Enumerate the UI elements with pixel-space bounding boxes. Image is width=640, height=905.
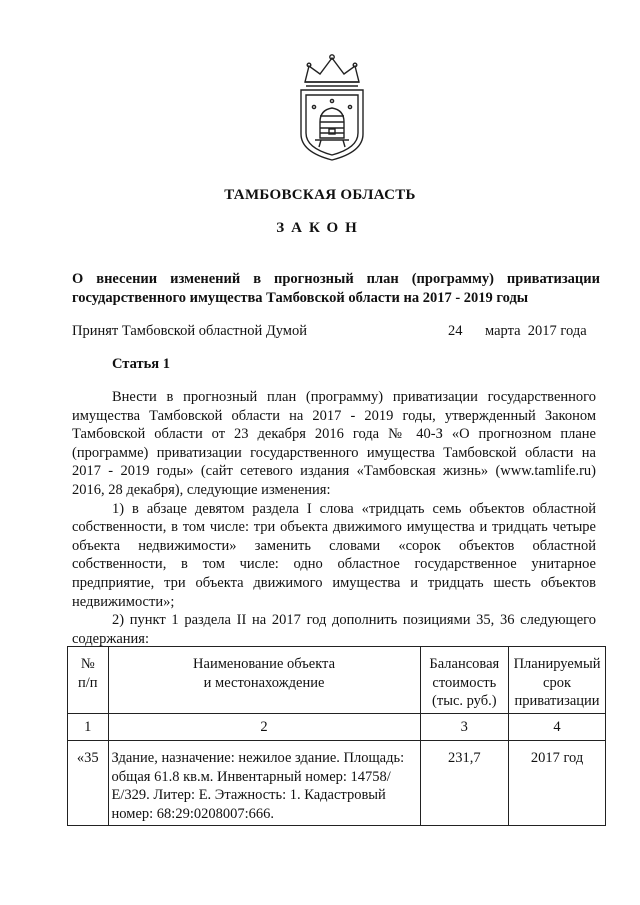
privatization-table <box>67 646 606 826</box>
paragraph-item-2: 2) пункт 1 раздела II на 2017 год дополнить позициями 35, 36 следующего содержания: <box>72 612 596 647</box>
law-heading: ЗАКОН <box>276 220 364 236</box>
adoption-line <box>72 323 592 340</box>
column-number-3: 3 <box>420 714 509 741</box>
header-number: № п/п <box>68 647 109 714</box>
table-header-row <box>68 647 606 714</box>
adoption-day: 24 <box>448 323 463 339</box>
column-number-2: 2 <box>108 714 420 741</box>
paragraph-item-1: 1) в абзаце девятом раздела I слова «тридцать семь объектов областной собственности, в том числе: три объекта движимого имущества и тридцать четыре объекта недвижимости» заменить словами «сорок объектов областной собственности, в том числе: одно областное государственное унитарное предприятие, три объекта движимого имущества и тридцать шесть объектов недвижимости»; <box>72 500 596 610</box>
law-title: О внесении изменений в прогнозный план (программу) приватизации государственного имущества Тамбовской области на 2017 - 2019 годы <box>72 271 600 306</box>
paragraph-intro: Внести в прогнозный план (программу) приватизации государственного имущества Тамбовской области на 2017 - 2019 годы, утвержденный Законом Тамбовской области от 23 декабря 2016 года № 40-З «О прогнозном плане (программе) приватизации государственного имущества Тамбовской области на 2017 - 2019 годы» (сайт сетевого издания «Тамбовская жизнь» (www.tamlife.ru) 2016, 28 декабря), следующие изменения: <box>72 389 596 498</box>
adoption-label: Принят Тамбовской областной Думой <box>72 323 307 339</box>
article-body <box>72 388 596 648</box>
table-row <box>68 741 606 826</box>
row-privatization-term: 2017 год <box>509 741 606 826</box>
row-number: «35 <box>68 741 109 826</box>
table-column-numbers-row <box>68 714 606 741</box>
region-heading: ТАМБОВСКАЯ ОБЛАСТЬ <box>224 187 416 203</box>
header-value: Балансовая стоимость (тыс. руб.) <box>420 647 509 714</box>
row-object-name: Здание, назначение: нежилое здание. Площадь: общая 61.8 кв.м. Инвентарный номер: 14758/Е/329. Литер: Е. Этажность: 1. Кадастровый номер: 68:29:0208007:666. <box>108 741 420 826</box>
tambov-coat-of-arms-icon <box>287 52 377 164</box>
header-term: Планируемый срок приватизации <box>509 647 606 714</box>
row-balance-value: 231,7 <box>420 741 509 826</box>
article-heading: Статья 1 <box>112 356 170 372</box>
header-name: Наименование объекта и местонахождение <box>108 647 420 714</box>
column-number-1: 1 <box>68 714 109 741</box>
adoption-month-year: марта 2017 года <box>485 323 587 339</box>
column-number-4: 4 <box>509 714 606 741</box>
